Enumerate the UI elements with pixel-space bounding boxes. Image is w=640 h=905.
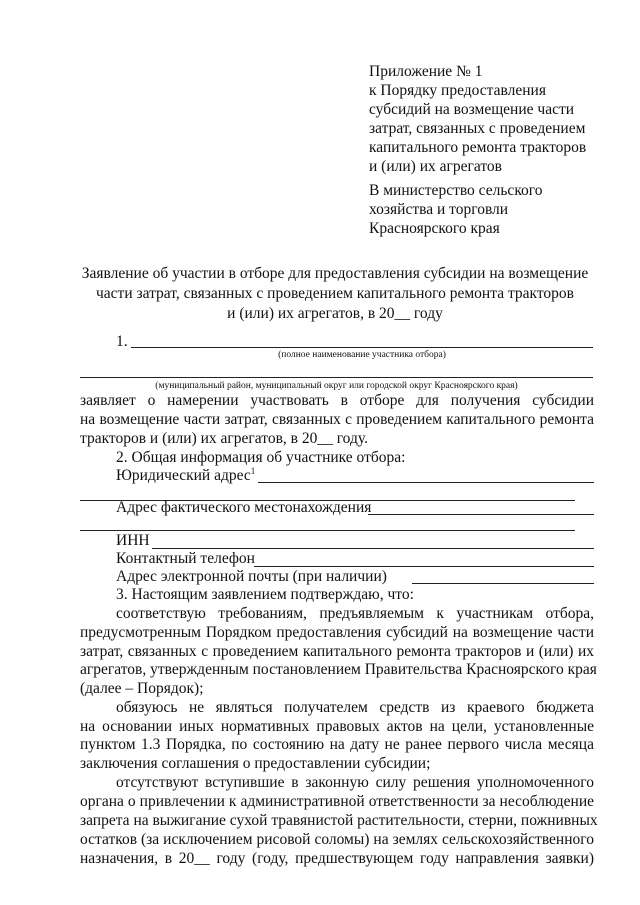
appendix-line: Приложение № 1 (369, 63, 483, 80)
document-title (70, 264, 600, 324)
title-line: Заявление об участии в отборе для предоставления субсидии на возмещение (81, 265, 589, 282)
para1-line: агрегатов, утвержденным постановлением Правительства Красноярского края (80, 661, 597, 678)
footnote-mark: 1 (250, 465, 256, 476)
para2-line: пунктом 1.3 Порядка, по состоянию на дату не ранее первого числа месяца (80, 736, 594, 753)
appendix-line: затрат, связанных с проведением (369, 120, 586, 137)
para3-line: отсутствуют вступившие в законную силу решения уполномоченного (116, 774, 594, 791)
para3-line: органа о привлечении к административной ответственности за несоблюдение (80, 793, 594, 810)
section-1-text-line: на возмещение части затрат, связанных с проведением капитального ремонта (80, 411, 594, 428)
para3-line: запрета на выжигание сухой травянистой растительности, стерни, пожнивных (80, 812, 598, 829)
appendix-line: капитального ремонта тракторов (369, 139, 587, 156)
phone-field[interactable] (254, 566, 594, 567)
para1-line: соответствую требованиям, предъявляемым к участникам отбора, (116, 605, 594, 622)
section-1-text-line: заявляет о намерении участвовать в отборе для получения субсидии (80, 392, 594, 409)
title-line: части затрат, связанных с проведением капитального ремонта тракторов (95, 285, 575, 302)
para3-line: остатков (за исключением рисовой соломы) на землях сельскохозяйственного (80, 831, 594, 848)
participant-name-caption: (полное наименование участника отбора) (278, 350, 446, 360)
para1-line: затрат, связанных с проведением капитального ремонта тракторов и (или) их (80, 643, 594, 660)
actual-address-label: Адрес фактического местонахождения (116, 499, 372, 516)
title-line: и (или) их агрегатов, в 20__ году (227, 305, 443, 322)
addressee-line: хозяйства и торговли (369, 201, 509, 218)
inn-label: ИНН (116, 532, 150, 549)
section-3-heading: 3. Настоящим заявлением подтверждаю, что: (116, 586, 414, 603)
addressee-block (369, 181, 543, 238)
para1-line: предусмотренным Порядком предоставления субсидий на возмещение части (80, 624, 594, 641)
email-label: Адрес электронной почты (при наличии) (116, 568, 387, 585)
district-caption: (муниципальный район, муниципальный округ или городской округ Красноярского края) (155, 381, 518, 391)
email-field[interactable] (412, 583, 594, 584)
phone-label: Контактный телефон (116, 550, 255, 567)
section-2-heading: 2. Общая информация об участнике отбора: (116, 449, 406, 466)
legal-address-label: Юридический адрес$^1$ (116, 465, 256, 484)
appendix-block (369, 62, 586, 176)
section-1-text-line: тракторов и (или) их агрегатов, в 20__ году. (80, 430, 368, 447)
para3-line: назначения, в 20__ году (году, предшествующем году направления заявки) (80, 850, 594, 867)
para2-line: обязуюсь не являться получателем средств из краевого бюджета (116, 699, 594, 716)
legal-address-field[interactable] (258, 482, 594, 483)
district-field[interactable] (80, 377, 593, 378)
participant-name-field[interactable] (131, 347, 593, 348)
appendix-line: к Порядку предоставления (369, 82, 546, 99)
para1-line: (далее – Порядок); (80, 680, 204, 697)
actual-address-field[interactable] (368, 514, 594, 515)
appendix-line: субсидий на возмещение части (369, 101, 575, 118)
para2-line: на основании иных нормативных правовых актов на цели, установленные (80, 718, 594, 735)
addressee-line: Красноярского края (369, 220, 500, 237)
inn-field[interactable] (152, 548, 594, 549)
actual-address-field-line-2[interactable] (80, 530, 575, 531)
addressee-line: В министерство сельского (369, 182, 543, 199)
section-1-number: 1. (116, 333, 128, 350)
para2-line: заключения соглашения о предоставлении субсидии; (80, 755, 431, 772)
appendix-line: и (или) их агрегатов (369, 158, 502, 175)
